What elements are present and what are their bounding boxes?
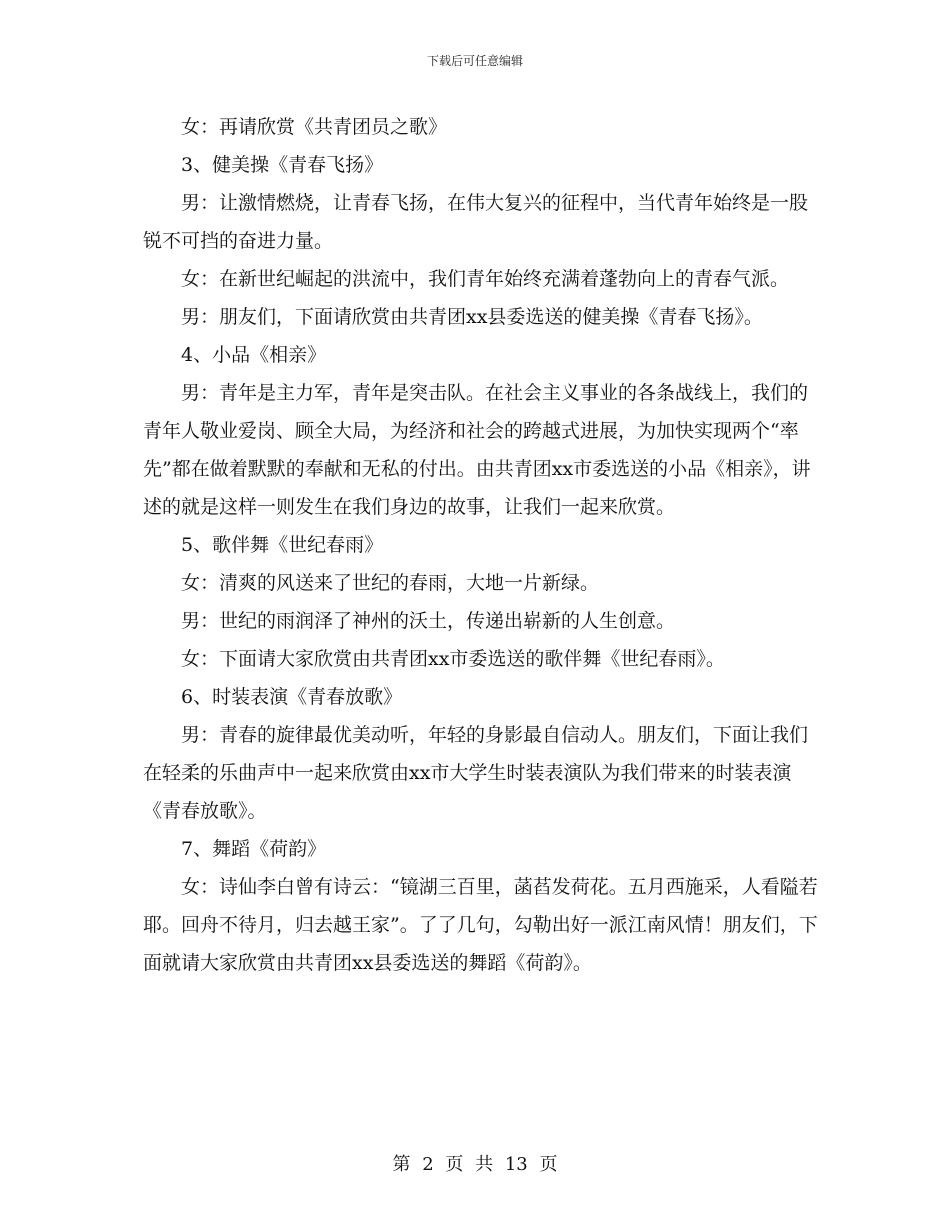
document-body: [143, 108, 818, 982]
paragraph: 女：在新世纪崛起的洪流中，我们青年始终充满着蓬勃向上的青春气派。: [181, 268, 790, 290]
paragraph: 女：清爽的风送来了世纪的春雨，大地一片新绿。: [181, 572, 600, 594]
paragraph: 男：朋友们，下面请欣赏由共青团xx县委选送的健美操《青春飞扬》。: [181, 306, 763, 328]
paragraph: 男：青春的旋律最优美动听，年轻的身影最自信动人。朋友们，下面让我们在轻柔的乐曲声中一起来欣赏由xx市大学生时装表演队为我们带来的时装表演《青春放歌》。: [143, 724, 809, 822]
section-heading: 4、小品《相亲》: [181, 344, 327, 366]
paragraph: 男：让激情燃烧，让青春飞扬，在伟大复兴的征程中，当代青年始终是一股锐不可挡的奋进力量。: [143, 192, 809, 252]
section-heading: 5、歌伴舞《世纪春雨》: [181, 534, 384, 556]
paragraph: 女：再请欣赏《共青团员之歌》: [181, 116, 448, 138]
paragraph: 女：下面请大家欣赏由共青团xx市委选送的歌伴舞《世纪春雨》。: [181, 648, 725, 670]
page-header: 下载后可任意编辑: [426, 54, 523, 68]
paragraph: 男：青年是主力军，青年是突击队。在社会主义事业的各条战线上，我们的青年人敬业爱岗、顾全大局，为经济和社会的跨越式进展，为加快实现两个“率先”都在做着默默的奉献和无私的付出。由共青团xx市委选送的小品《相亲》，讲述的就是这样一则发生在我们身边的故事，让我们一起来欣赏。: [143, 382, 811, 518]
page-number-footer: 第 2 页 共 13 页: [392, 1154, 558, 1175]
section-heading: 3、健美操《青春飞扬》: [181, 154, 384, 176]
section-heading: 7、舞蹈《荷韵》: [181, 838, 327, 860]
paragraph: 女：诗仙李白曾有诗云：“镜湖三百里，菡萏发荷花。五月西施采，人看隘若耶。回舟不待月，归去越王家”。了了几句，勾勒出好一派江南风情！朋友们，下面就请大家欣赏由共青团xx县委选送的舞蹈《荷韵》。: [143, 876, 818, 974]
paragraph: 男：世纪的雨润泽了神州的沃土，传递出崭新的人生创意。: [181, 610, 676, 632]
section-heading: 6、时装表演《青春放歌》: [181, 686, 403, 708]
